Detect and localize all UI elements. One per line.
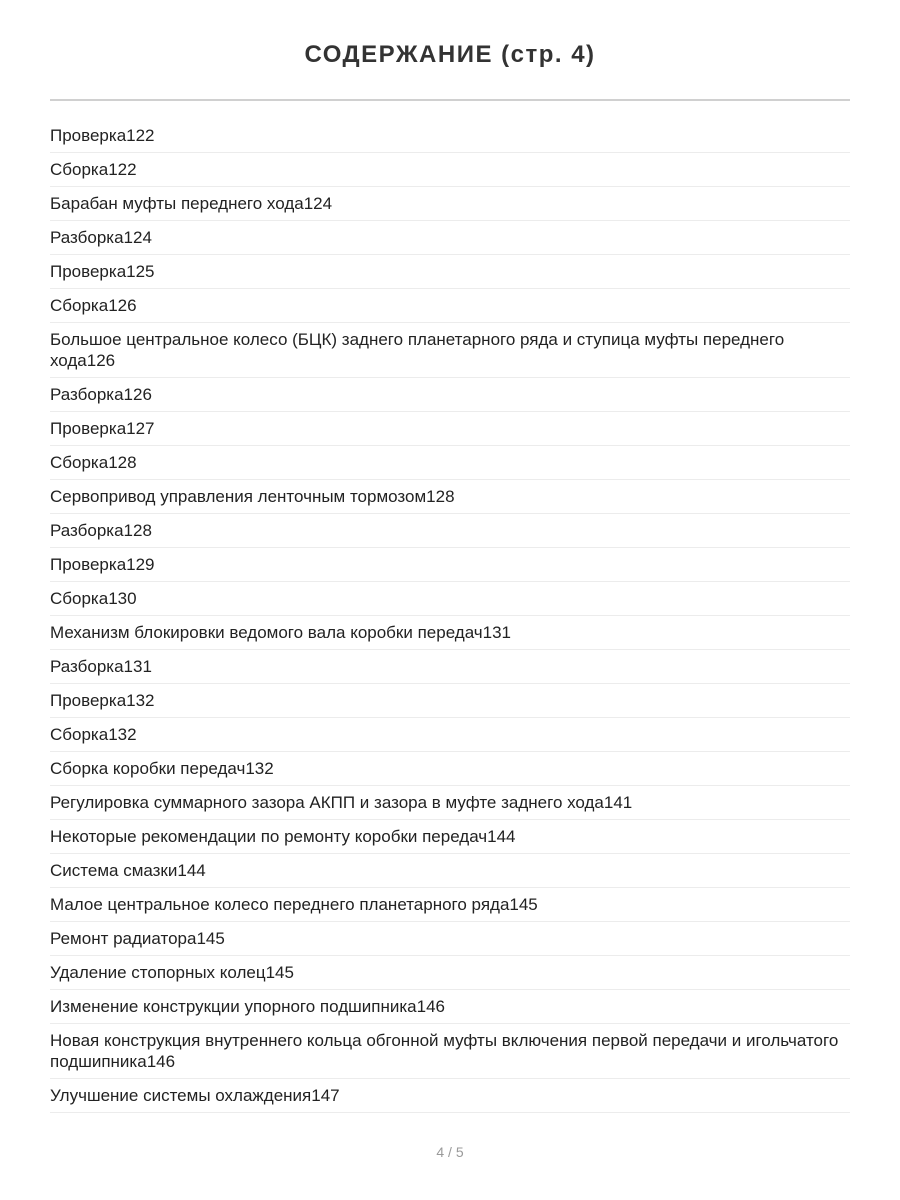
toc-entry[interactable]: Новая конструкция внутреннего кольца обгонной муфты включения первой передачи и игольчатого подшипника146: [50, 1024, 850, 1079]
toc-entry[interactable]: Сервопривод управления ленточным тормозом128: [50, 480, 850, 514]
toc-entry[interactable]: Разборка126: [50, 378, 850, 412]
toc-entry[interactable]: Проверка129: [50, 548, 850, 582]
toc-entry[interactable]: Некоторые рекомендации по ремонту коробки передач144: [50, 820, 850, 854]
toc-entry[interactable]: Регулировка суммарного зазора АКПП и зазора в муфте заднего хода141: [50, 786, 850, 820]
toc-entry[interactable]: Сборка128: [50, 446, 850, 480]
toc-entry[interactable]: Проверка132: [50, 684, 850, 718]
toc-entry[interactable]: Сборка126: [50, 289, 850, 323]
toc-entry[interactable]: Изменение конструкции упорного подшипника146: [50, 990, 850, 1024]
title-divider: [50, 99, 850, 101]
toc-entry[interactable]: Разборка131: [50, 650, 850, 684]
toc-entry[interactable]: Малое центральное колесо переднего планетарного ряда145: [50, 888, 850, 922]
toc-entry[interactable]: Проверка125: [50, 255, 850, 289]
page-title: СОДЕРЖАНИЕ (стр. 4): [304, 41, 596, 68]
toc-entry[interactable]: Сборка коробки передач132: [50, 752, 850, 786]
toc-entry[interactable]: Механизм блокировки ведомого вала коробки передач131: [50, 616, 850, 650]
toc-entry[interactable]: Сборка122: [50, 153, 850, 187]
toc-entry[interactable]: Разборка124: [50, 221, 850, 255]
toc-entry[interactable]: Система смазки144: [50, 854, 850, 888]
toc-entry[interactable]: Улучшение системы охлаждения147: [50, 1079, 850, 1113]
toc-entry[interactable]: Большое центральное колесо (БЦК) заднего планетарного ряда и ступица муфты переднего хода126: [50, 323, 850, 378]
toc-entry[interactable]: Сборка132: [50, 718, 850, 752]
toc-entry[interactable]: Проверка127: [50, 412, 850, 446]
toc-entry[interactable]: Разборка128: [50, 514, 850, 548]
toc-entry[interactable]: Сборка130: [50, 582, 850, 616]
toc-entry[interactable]: Удаление стопорных колец145: [50, 956, 850, 990]
toc-entry[interactable]: Ремонт радиатора145: [50, 922, 850, 956]
toc-entry[interactable]: Проверка122: [50, 120, 850, 153]
table-of-contents: [50, 120, 850, 1113]
page-indicator: 4 / 5: [436, 1144, 464, 1160]
toc-entry[interactable]: Барабан муфты переднего хода124: [50, 187, 850, 221]
